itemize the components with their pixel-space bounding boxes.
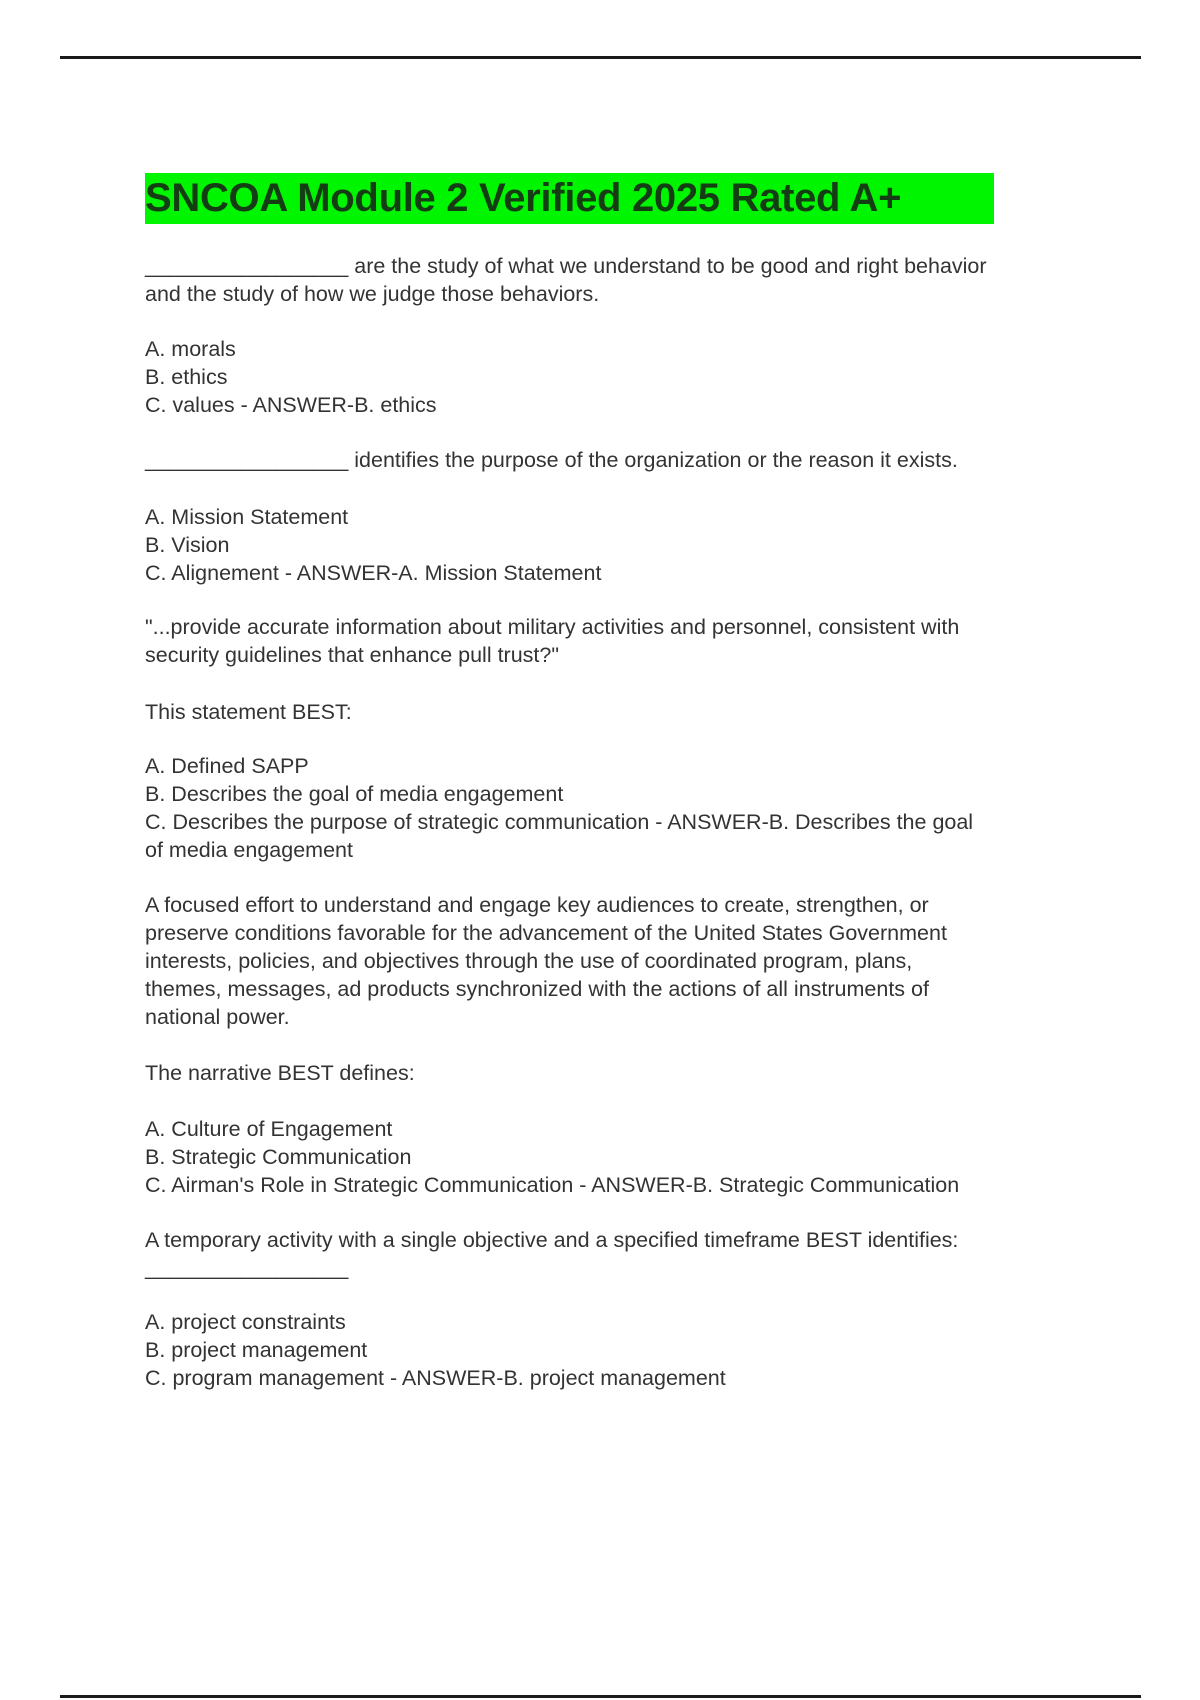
option-with-answer: C. Airman's Role in Strategic Communication - ANSWER-B. Strategic Communication	[145, 1173, 960, 1197]
question-text: national power.	[145, 1005, 290, 1029]
document-title: SNCOA Module 2 Verified 2025 Rated A+	[145, 176, 902, 220]
option: A. Mission Statement	[145, 505, 349, 529]
question-2	[145, 446, 958, 474]
question-5	[145, 1226, 958, 1282]
option-with-answer: C. Describes the purpose of strategic communication - ANSWER-B. Describes the goal	[145, 810, 974, 834]
question-text: "...provide accurate information about military activities and personnel, consistent with	[145, 615, 960, 639]
question-1	[145, 252, 987, 308]
question-text: themes, messages, ad products synchronized with the actions of all instruments of	[145, 977, 929, 1001]
question-text: A temporary activity with a single objective and a specified timeframe BEST identifies:	[145, 1228, 959, 1252]
option-with-answer: C. program management - ANSWER-B. project management	[145, 1366, 726, 1390]
header-rule	[60, 56, 1141, 59]
document-title-highlight	[145, 173, 994, 224]
question-4-prompt: The narrative BEST defines:	[145, 1061, 415, 1085]
question-1-options	[145, 335, 437, 419]
option: B. ethics	[145, 365, 228, 389]
question-text: preserve conditions favorable for the advancement of the United States Government	[145, 921, 947, 945]
question-3-prompt: This statement BEST:	[145, 700, 352, 724]
option: A. Defined SAPP	[145, 754, 309, 778]
option: A. Culture of Engagement	[145, 1117, 393, 1141]
question-3-options	[145, 752, 973, 864]
option: A. morals	[145, 337, 236, 361]
question-4	[145, 891, 947, 1031]
question-2-options	[145, 503, 601, 587]
option: B. Strategic Communication	[145, 1145, 412, 1169]
question-text: A focused effort to understand and engage key audiences to create, strengthen, or	[145, 893, 929, 917]
option: B. project management	[145, 1338, 368, 1362]
question-3	[145, 613, 959, 669]
footer-rule	[60, 1695, 1141, 1698]
question-5-options	[145, 1308, 726, 1392]
option-with-answer: C. values - ANSWER-B. ethics	[145, 393, 437, 417]
blank: _________________	[145, 254, 349, 278]
option: B. Describes the goal of media engagement	[145, 782, 564, 806]
option: B. Vision	[145, 533, 230, 557]
question-text: security guidelines that enhance pull trust?"	[145, 643, 559, 667]
option-with-answer: C. Alignement - ANSWER-A. Mission Statement	[145, 561, 602, 585]
question-4-options	[145, 1115, 959, 1199]
question-text: and the study of how we judge those behaviors.	[145, 282, 600, 306]
question-text: identifies the purpose of the organization or the reason it exists.	[348, 448, 958, 472]
blank: _________________	[145, 1256, 349, 1280]
blank: _________________	[145, 448, 349, 472]
question-text: are the study of what we understand to be good and right behavior	[348, 254, 987, 278]
question-text: interests, policies, and objectives through the use of coordinated program, plans,	[145, 949, 913, 973]
option: A. project constraints	[145, 1310, 346, 1334]
option-with-answer-continued: of media engagement	[145, 838, 353, 862]
